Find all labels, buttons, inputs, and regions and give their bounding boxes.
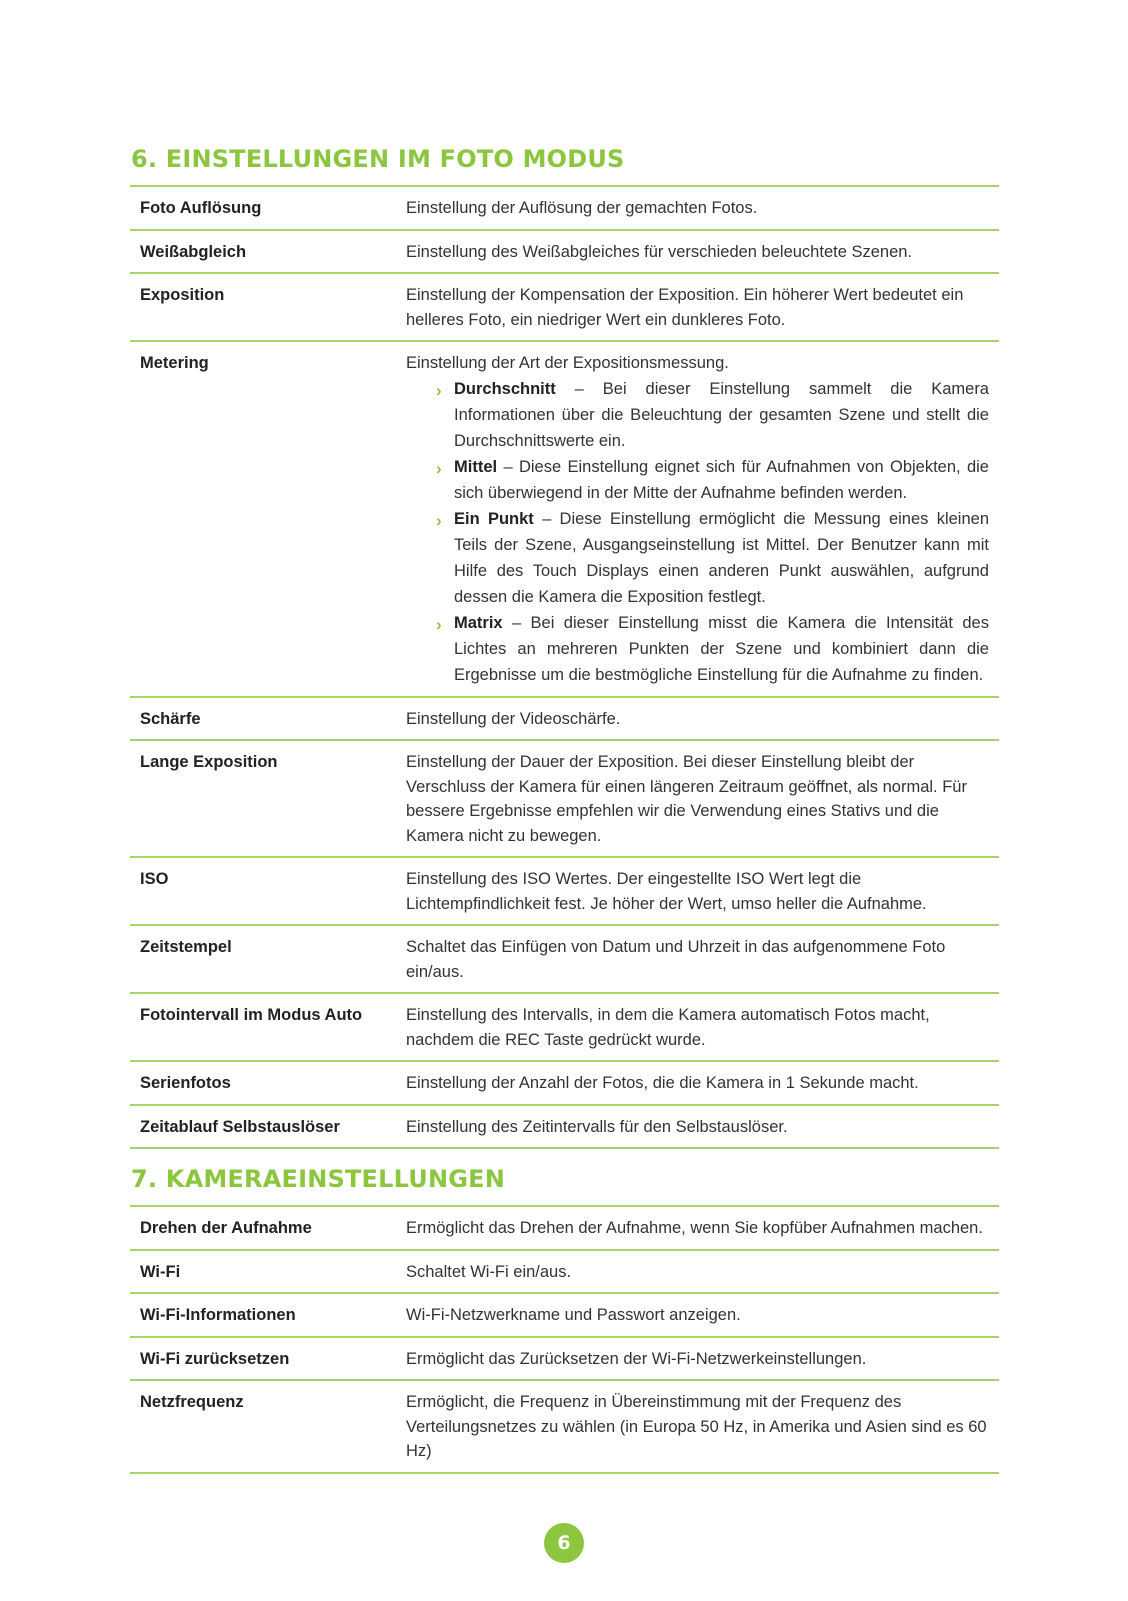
table-row: [130, 1293, 999, 1337]
option-term: Mittel: [454, 457, 498, 476]
settings-table: [130, 185, 999, 1149]
table-row: [130, 993, 999, 1061]
table-row: [130, 341, 999, 697]
option-term: Matrix: [454, 613, 503, 632]
chevron-right-icon: ›: [436, 458, 442, 478]
setting-description: Einstellung der Dauer der Exposition. Bei dieser Einstellung bleibt der Verschluss der Kamera für einen längeren Zeitraum geöffnet, als normal. Für bessere Ergebnisse empfehlen wir die Verwendung eines Stativs und die Kamera nicht zu bewegen.: [406, 753, 967, 845]
setting-description: Einstellung des Intervalls, in dem die Kamera automatisch Fotos macht, nachdem die REC Taste gedrückt wurde.: [406, 1006, 930, 1049]
setting-label: Fotointervall im Modus Auto: [140, 1006, 363, 1024]
table-row: [130, 1380, 999, 1473]
option-text: – Bei dieser Einstellung sammelt die Kamera Informationen über die Beleuchtung der gesamten Szene und stellt die Durchschnittswerte ein.: [454, 379, 989, 450]
setting-label: Foto Auflösung: [140, 199, 262, 217]
setting-description: Einstellung der Auflösung der gemachten Fotos.: [406, 199, 758, 217]
list-item: [436, 454, 989, 506]
setting-label: Exposition: [140, 286, 225, 304]
table-row: [130, 273, 999, 341]
table-row: [130, 230, 999, 274]
setting-label: Wi-Fi zurücksetzen: [140, 1349, 290, 1368]
setting-description: Einstellung des ISO Wertes. Der eingestellte ISO Wert legt die Lichtempfindlichkeit fest. Je höher der Wert, umso heller die Aufnahme.: [406, 870, 927, 913]
table-row: [130, 857, 999, 925]
table-row: [130, 1337, 999, 1381]
list-item: [436, 610, 989, 688]
setting-label: Zeitablauf Selbstauslöser: [140, 1117, 340, 1136]
option-term: Ein Punkt: [454, 509, 534, 528]
setting-description: Wi-Fi-Netzwerkname und Passwort anzeigen.: [406, 1306, 741, 1324]
setting-label: Weißabgleich: [140, 242, 247, 261]
setting-description-metering: [406, 341, 999, 697]
list-item: [436, 376, 989, 454]
setting-label: Wi-Fi: [140, 1262, 181, 1281]
setting-description: Einstellung des Zeitintervalls für den Selbstauslöser.: [406, 1117, 788, 1136]
setting-label: Lange Exposition: [140, 753, 278, 771]
setting-label: Metering: [140, 354, 209, 372]
section-title: 6. EINSTELLUNGEN IM FOTO MODUS: [131, 145, 625, 173]
setting-description: Ermöglicht das Zurücksetzen der Wi-Fi-Netzwerkeinstellungen.: [406, 1349, 867, 1368]
setting-label: Serienfotos: [140, 1074, 231, 1092]
table-row: [130, 1061, 999, 1105]
setting-description: Einstellung des Weißabgleiches für verschieden beleuchtete Szenen.: [406, 242, 913, 261]
setting-label: ISO: [140, 870, 169, 888]
setting-description: Schaltet Wi-Fi ein/aus.: [406, 1262, 572, 1281]
metering-options-list: [406, 376, 995, 688]
table-row: [130, 1206, 999, 1250]
setting-label: Drehen der Aufnahme: [140, 1219, 312, 1237]
list-item: [436, 506, 989, 610]
setting-description: Einstellung der Art der Expositionsmessung.: [406, 354, 729, 372]
option-term: Durchschnitt: [454, 379, 556, 398]
setting-label: Wi-Fi-Informationen: [140, 1306, 296, 1324]
table-row: [130, 697, 999, 741]
page-number-badge: 6: [544, 1523, 584, 1563]
table-row: [130, 186, 999, 230]
section-photo-mode: [130, 144, 999, 1149]
chevron-right-icon: ›: [436, 380, 442, 400]
section-title: 7. KAMERAEINSTELLUNGEN: [131, 1165, 506, 1193]
setting-description: Ermöglicht das Drehen der Aufnahme, wenn Sie kopfüber Aufnahmen machen.: [406, 1219, 983, 1237]
table-row: [130, 925, 999, 993]
setting-description: Schaltet das Einfügen von Datum und Uhrzeit in das aufgenommene Foto ein/aus.: [406, 938, 946, 981]
setting-description: Ermöglicht, die Frequenz in Übereinstimmung mit der Frequenz des Verteilungsnetzes zu wählen (in Europa 50 Hz, in Amerika und Asien sind es 60 Hz): [406, 1393, 987, 1460]
setting-label: Zeitstempel: [140, 938, 232, 956]
settings-table: [130, 1205, 999, 1474]
chevron-right-icon: ›: [436, 510, 442, 530]
setting-description: Einstellung der Videoschärfe.: [406, 709, 621, 728]
option-text: – Diese Einstellung eignet sich für Aufnahmen von Objekten, die sich überwiegend in der Mitte der Aufnahme befinden werden.: [454, 457, 989, 502]
table-row: [130, 1105, 999, 1149]
table-row: [130, 740, 999, 857]
table-row: [130, 1250, 999, 1294]
setting-description: Einstellung der Anzahl der Fotos, die die Kamera in 1 Sekunde macht.: [406, 1074, 919, 1092]
option-text: – Diese Einstellung ermöglicht die Messung eines kleinen Teils der Szene, Ausgangseinstellung ist Mittel. Der Benutzer kann mit Hilfe des Touch Displays einen anderen Punkt auswählen, aufgrund dessen die Kamera die Exposition festlegt.: [454, 509, 989, 606]
setting-label: Netzfrequenz: [140, 1393, 244, 1411]
chevron-right-icon: ›: [436, 614, 442, 634]
section-camera-settings: [130, 1164, 999, 1474]
setting-label: Schärfe: [140, 709, 201, 728]
setting-description: Einstellung der Kompensation der Exposition. Ein höherer Wert bedeutet ein helleres Foto, ein niedriger Wert ein dunkleres Foto.: [406, 286, 964, 329]
option-text: – Bei dieser Einstellung misst die Kamera die Intensität des Lichtes an mehreren Punkten der Szene und kombiniert dann die Ergebnisse um die bestmögliche Einstellung für die Aufnahme zu finden.: [454, 613, 989, 684]
